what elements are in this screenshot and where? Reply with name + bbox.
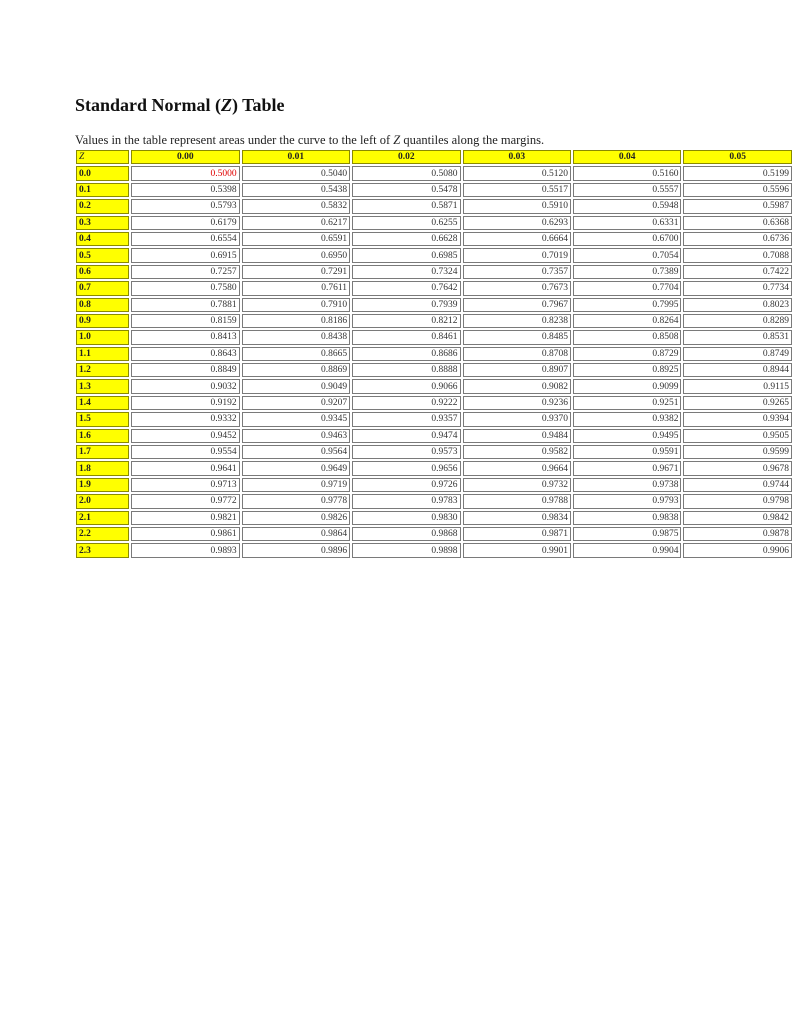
row-header: 0.7	[76, 281, 129, 295]
table-cell: 0.9842	[683, 511, 792, 525]
row-header: 0.6	[76, 265, 129, 279]
table-cell: 0.9032	[131, 379, 239, 393]
table-row	[76, 494, 792, 508]
table-cell: 0.9906	[683, 543, 792, 557]
table-cell: 0.9251	[573, 396, 681, 410]
title-suffix: ) Table	[232, 95, 285, 115]
table-cell: 0.8849	[131, 363, 239, 377]
table-cell: 0.7357	[463, 265, 571, 279]
table-cell: 0.9738	[573, 478, 681, 492]
table-cell: 0.5596	[683, 183, 792, 197]
table-cell: 0.9864	[242, 527, 350, 541]
row-header: 2.0	[76, 494, 129, 508]
caption-prefix: Values in the table represent areas under the curve to the left of	[75, 133, 394, 147]
row-header: 0.5	[76, 248, 129, 262]
table-row	[76, 330, 792, 344]
table-row	[76, 265, 792, 279]
table-cell: 0.8665	[242, 347, 350, 361]
row-header: 2.2	[76, 527, 129, 541]
corner-header: Z	[76, 150, 129, 164]
table-cell: 0.8708	[463, 347, 571, 361]
table-cell: 0.9744	[683, 478, 792, 492]
table-cell: 0.7291	[242, 265, 350, 279]
table-cell: 0.7704	[573, 281, 681, 295]
table-cell: 0.5871	[352, 199, 460, 213]
table-cell: 0.8925	[573, 363, 681, 377]
table-cell: 0.6554	[131, 232, 239, 246]
table-cell: 0.9821	[131, 511, 239, 525]
table-caption	[75, 133, 544, 148]
row-header: 1.6	[76, 429, 129, 443]
table-row	[76, 166, 792, 180]
table-cell: 0.9793	[573, 494, 681, 508]
row-header: 2.1	[76, 511, 129, 525]
table-cell: 0.6950	[242, 248, 350, 262]
table-cell: 0.6700	[573, 232, 681, 246]
table-cell: 0.6628	[352, 232, 460, 246]
table-cell: 0.8508	[573, 330, 681, 344]
table-cell: 0.5438	[242, 183, 350, 197]
table-row	[76, 445, 792, 459]
table-cell: 0.8944	[683, 363, 792, 377]
table-cell: 0.9671	[573, 461, 681, 475]
table-cell: 0.7088	[683, 248, 792, 262]
table-cell: 0.9115	[683, 379, 792, 393]
table-cell: 0.5080	[352, 166, 460, 180]
table-row	[76, 396, 792, 410]
table-cell: 0.6915	[131, 248, 239, 262]
table-cell: 0.9898	[352, 543, 460, 557]
table-cell: 0.9599	[683, 445, 792, 459]
table-cell: 0.7324	[352, 265, 460, 279]
table-cell: 0.9664	[463, 461, 571, 475]
table-cell: 0.5120	[463, 166, 571, 180]
table-cell: 0.5040	[242, 166, 350, 180]
table-cell: 0.8643	[131, 347, 239, 361]
table-cell: 0.9893	[131, 543, 239, 557]
z-table	[74, 148, 794, 560]
page-title	[75, 95, 285, 116]
table-row	[76, 281, 792, 295]
table-cell: 0.6255	[352, 216, 460, 230]
table-cell: 0.9474	[352, 429, 460, 443]
table-row	[76, 183, 792, 197]
table-cell: 0.5987	[683, 199, 792, 213]
table-row	[76, 527, 792, 541]
table-cell: 0.8907	[463, 363, 571, 377]
table-cell: 0.9868	[352, 527, 460, 541]
row-header: 1.2	[76, 363, 129, 377]
table-cell: 0.5832	[242, 199, 350, 213]
table-cell: 0.9875	[573, 527, 681, 541]
table-cell: 0.9783	[352, 494, 460, 508]
row-header: 1.4	[76, 396, 129, 410]
table-cell: 0.8159	[131, 314, 239, 328]
table-cell: 0.9591	[573, 445, 681, 459]
table-cell: 0.9554	[131, 445, 239, 459]
table-cell: 0.9463	[242, 429, 350, 443]
table-cell: 0.9265	[683, 396, 792, 410]
table-cell: 0.9573	[352, 445, 460, 459]
table-cell: 0.9394	[683, 412, 792, 426]
table-cell: 0.9834	[463, 511, 571, 525]
table-cell: 0.8212	[352, 314, 460, 328]
table-cell: 0.6985	[352, 248, 460, 262]
table-row	[76, 511, 792, 525]
table-cell: 0.8023	[683, 298, 792, 312]
table-cell: 0.9452	[131, 429, 239, 443]
table-cell: 0.9798	[683, 494, 792, 508]
table-cell: 0.7939	[352, 298, 460, 312]
table-cell: 0.7673	[463, 281, 571, 295]
table-row	[76, 248, 792, 262]
table-cell: 0.8238	[463, 314, 571, 328]
table-cell: 0.5000	[131, 166, 239, 180]
table-cell: 0.7995	[573, 298, 681, 312]
table-cell: 0.9830	[352, 511, 460, 525]
table-cell: 0.9732	[463, 478, 571, 492]
table-row	[76, 379, 792, 393]
table-cell: 0.5948	[573, 199, 681, 213]
table-viewport	[74, 148, 789, 558]
table-row	[76, 543, 792, 557]
table-cell: 0.9049	[242, 379, 350, 393]
table-cell: 0.9904	[573, 543, 681, 557]
table-cell: 0.6368	[683, 216, 792, 230]
table-cell: 0.8289	[683, 314, 792, 328]
table-cell: 0.5557	[573, 183, 681, 197]
title-variable: Z	[221, 95, 233, 115]
row-header: 2.3	[76, 543, 129, 557]
table-cell: 0.9564	[242, 445, 350, 459]
table-cell: 0.6293	[463, 216, 571, 230]
row-header: 1.3	[76, 379, 129, 393]
table-cell: 0.9222	[352, 396, 460, 410]
table-cell: 0.5478	[352, 183, 460, 197]
table-cell: 0.6331	[573, 216, 681, 230]
table-cell: 0.7019	[463, 248, 571, 262]
table-row	[76, 347, 792, 361]
column-header: 0.05	[683, 150, 792, 164]
table-cell: 0.9332	[131, 412, 239, 426]
row-header: 0.0	[76, 166, 129, 180]
table-cell: 0.8461	[352, 330, 460, 344]
table-row	[76, 461, 792, 475]
column-header: 0.00	[131, 150, 239, 164]
table-cell: 0.9788	[463, 494, 571, 508]
column-header: 0.01	[242, 150, 350, 164]
table-cell: 0.8869	[242, 363, 350, 377]
table-cell: 0.9192	[131, 396, 239, 410]
table-cell: 0.6736	[683, 232, 792, 246]
table-row	[76, 298, 792, 312]
table-cell: 0.9082	[463, 379, 571, 393]
table-cell: 0.9357	[352, 412, 460, 426]
table-cell: 0.8264	[573, 314, 681, 328]
row-header: 1.8	[76, 461, 129, 475]
table-cell: 0.5793	[131, 199, 239, 213]
table-cell: 0.9207	[242, 396, 350, 410]
table-cell: 0.8749	[683, 347, 792, 361]
column-header: 0.02	[352, 150, 460, 164]
title-prefix: Standard Normal (	[75, 95, 222, 115]
table-cell: 0.5517	[463, 183, 571, 197]
table-cell: 0.9713	[131, 478, 239, 492]
table-cell: 0.9772	[131, 494, 239, 508]
table-cell: 0.8888	[352, 363, 460, 377]
row-header: 0.4	[76, 232, 129, 246]
table-cell: 0.7967	[463, 298, 571, 312]
table-cell: 0.8729	[573, 347, 681, 361]
table-row	[76, 429, 792, 443]
table-cell: 0.9861	[131, 527, 239, 541]
table-cell: 0.9099	[573, 379, 681, 393]
table-cell: 0.9370	[463, 412, 571, 426]
row-header: 1.9	[76, 478, 129, 492]
table-cell: 0.9505	[683, 429, 792, 443]
column-header: 0.03	[463, 150, 571, 164]
table-cell: 0.5910	[463, 199, 571, 213]
table-cell: 0.9878	[683, 527, 792, 541]
table-cell: 0.9896	[242, 543, 350, 557]
table-cell: 0.9641	[131, 461, 239, 475]
table-row	[76, 199, 792, 213]
table-cell: 0.9871	[463, 527, 571, 541]
table-cell: 0.9484	[463, 429, 571, 443]
table-cell: 0.7910	[242, 298, 350, 312]
table-cell: 0.7642	[352, 281, 460, 295]
table-cell: 0.9582	[463, 445, 571, 459]
table-row	[76, 363, 792, 377]
table-cell: 0.9656	[352, 461, 460, 475]
table-cell: 0.6591	[242, 232, 350, 246]
table-cell: 0.7054	[573, 248, 681, 262]
table-cell: 0.7257	[131, 265, 239, 279]
table-cell: 0.8686	[352, 347, 460, 361]
table-cell: 0.9495	[573, 429, 681, 443]
caption-suffix: quantiles along the margins.	[400, 133, 545, 147]
table-cell: 0.9236	[463, 396, 571, 410]
table-cell: 0.8413	[131, 330, 239, 344]
row-header: 1.5	[76, 412, 129, 426]
table-body	[76, 166, 792, 557]
table-cell: 0.7580	[131, 281, 239, 295]
row-header: 0.9	[76, 314, 129, 328]
table-row	[76, 314, 792, 328]
table-cell: 0.8485	[463, 330, 571, 344]
caption-variable: Z	[393, 133, 401, 147]
table-cell: 0.5199	[683, 166, 792, 180]
table-cell: 0.7389	[573, 265, 681, 279]
table-row	[76, 412, 792, 426]
table-cell: 0.7422	[683, 265, 792, 279]
table-cell: 0.6664	[463, 232, 571, 246]
table-row	[76, 478, 792, 492]
row-header: 1.7	[76, 445, 129, 459]
row-header: 0.8	[76, 298, 129, 312]
table-cell: 0.8531	[683, 330, 792, 344]
table-cell: 0.7611	[242, 281, 350, 295]
table-row	[76, 216, 792, 230]
table-cell: 0.9901	[463, 543, 571, 557]
table-cell: 0.8186	[242, 314, 350, 328]
row-header: 0.3	[76, 216, 129, 230]
table-cell: 0.9066	[352, 379, 460, 393]
row-header: 1.0	[76, 330, 129, 344]
table-cell: 0.9778	[242, 494, 350, 508]
table-cell: 0.9826	[242, 511, 350, 525]
table-cell: 0.9719	[242, 478, 350, 492]
table-cell: 0.7881	[131, 298, 239, 312]
table-cell: 0.9678	[683, 461, 792, 475]
table-cell: 0.9726	[352, 478, 460, 492]
table-cell: 0.5398	[131, 183, 239, 197]
table-cell: 0.7734	[683, 281, 792, 295]
row-header: 0.1	[76, 183, 129, 197]
row-header: 1.1	[76, 347, 129, 361]
row-header: 0.2	[76, 199, 129, 213]
header-row	[76, 150, 792, 164]
table-cell: 0.6179	[131, 216, 239, 230]
table-cell: 0.5160	[573, 166, 681, 180]
table-cell: 0.9345	[242, 412, 350, 426]
column-header: 0.04	[573, 150, 681, 164]
table-cell: 0.9382	[573, 412, 681, 426]
table-cell: 0.8438	[242, 330, 350, 344]
table-cell: 0.6217	[242, 216, 350, 230]
table-cell: 0.9649	[242, 461, 350, 475]
table-row	[76, 232, 792, 246]
table-cell: 0.9838	[573, 511, 681, 525]
